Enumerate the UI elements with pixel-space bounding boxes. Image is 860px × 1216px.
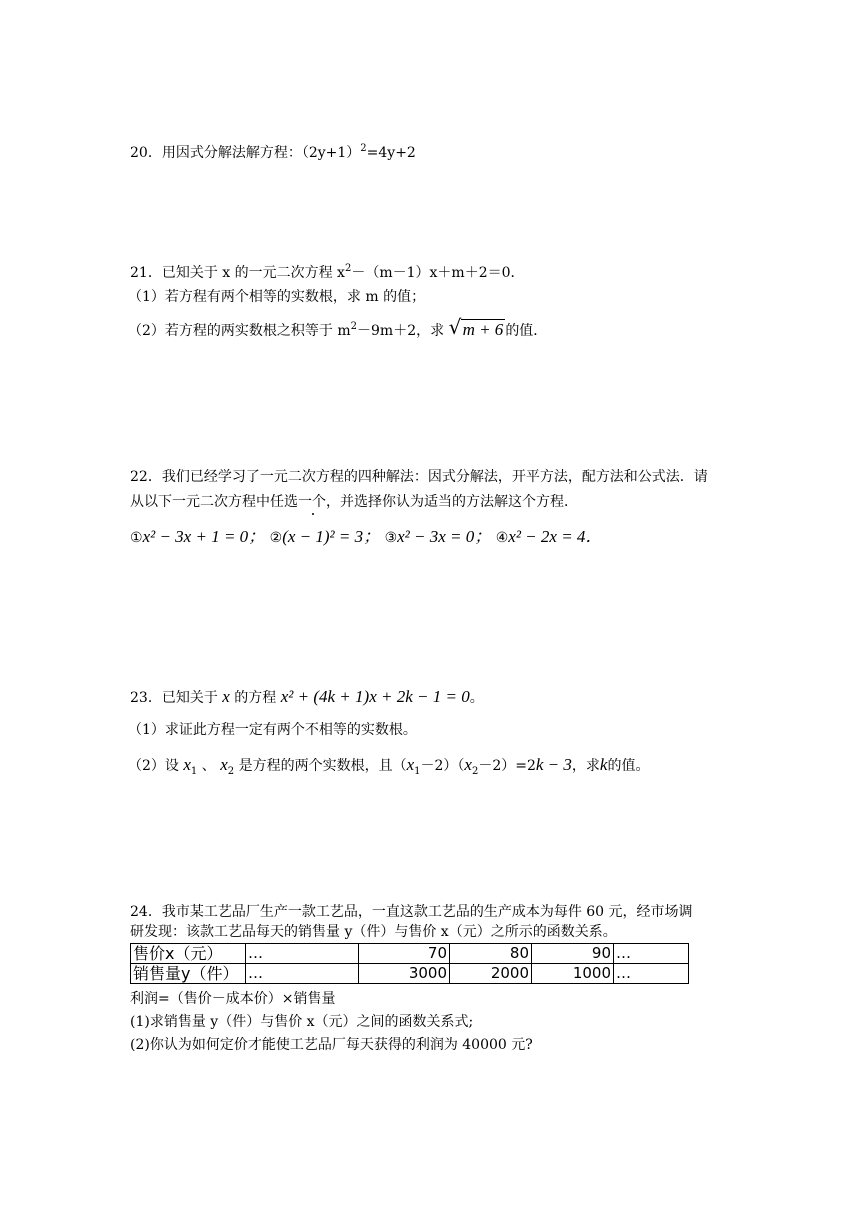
square-root-expression: √ m + 6 — [448, 315, 504, 339]
equation-2: (x − 1)² = 3； — [282, 527, 381, 546]
question-20: 20．用因式分解法解方程：$(2y+1)^2=4y+2$ — [130, 143, 416, 161]
question-21-part-2: （2）若方程的两实数根之积等于 $m^2-9m+2$，求 √ m + 6 的值． — [128, 315, 548, 339]
question-24-line-2: 研发现：该款工艺品每天的销售量 y（件）与售价 x（元）之所示的函数关系。 — [130, 924, 617, 940]
question-24-line-1: 24．我市某工艺品厂生产一款工艺品，一直这款工艺品的生产成本为每件 60 元，经市场调 — [130, 904, 693, 920]
question-21-stem: 21．已知关于 x 的一元二次方程 $x^2-(m-1)x+m+2=0$． — [130, 263, 525, 281]
profit-formula: 利润=（售价－成本价）×销售量 — [130, 991, 336, 1007]
equation-q23: x² + (4k + 1)x + 2k − 1 = 0 — [280, 687, 470, 706]
equation-3: x² − 3x = 0； — [397, 527, 492, 546]
question-21-part-1: （1）若方程有两个相等的实数根，求 m 的值； — [128, 289, 426, 305]
table-row: 销售量y（件） … 3000 2000 1000 … — [131, 964, 689, 984]
question-22-line-2: 从以下一元二次方程中任选一个，并选择你认为适当的方法解这个方程． — [130, 494, 578, 510]
equation-4: x² − 2x = 4． — [508, 527, 603, 546]
question-23-part-1: （1）求证此方程一定有两个不相等的实数根。 — [128, 722, 417, 738]
question-23-stem: 23．已知关于 x 的方程 x² + (4k + 1)x + 2k − 1 = 0。 — [130, 687, 484, 706]
question-22-equations: ①x² − 3x + 1 = 0； ②(x − 1)² = 3； ③x² − 3x = 0； ④x² − 2x = 4． — [130, 527, 603, 546]
question-24-part-1: (1)求销售量 y（件）与售价 x（元）之间的函数关系式; — [130, 1014, 474, 1030]
price-sales-table — [130, 943, 689, 984]
question-23-part-2: （2）设 $x_1$ 、 $x_2$ 是方程的两个实数根，且$(x_1-2)(x_2-2)=2k - 3$，求k的值。 — [128, 755, 650, 777]
question-22-line-1: 22．我们已经学习了一元二次方程的四种解法：因式分解法，开平方法，配方法和公式法．请 — [130, 469, 708, 485]
emphasis-dotted-text: 一个 — [298, 494, 326, 510]
table-row: 售价x（元） … 70 80 90 … — [131, 944, 689, 964]
equation-1: x² − 3x + 1 = 0； — [142, 527, 266, 546]
question-24-part-2: (2)你认为如何定价才能使工艺品厂每天获得的利润为 40000 元? — [130, 1037, 533, 1053]
